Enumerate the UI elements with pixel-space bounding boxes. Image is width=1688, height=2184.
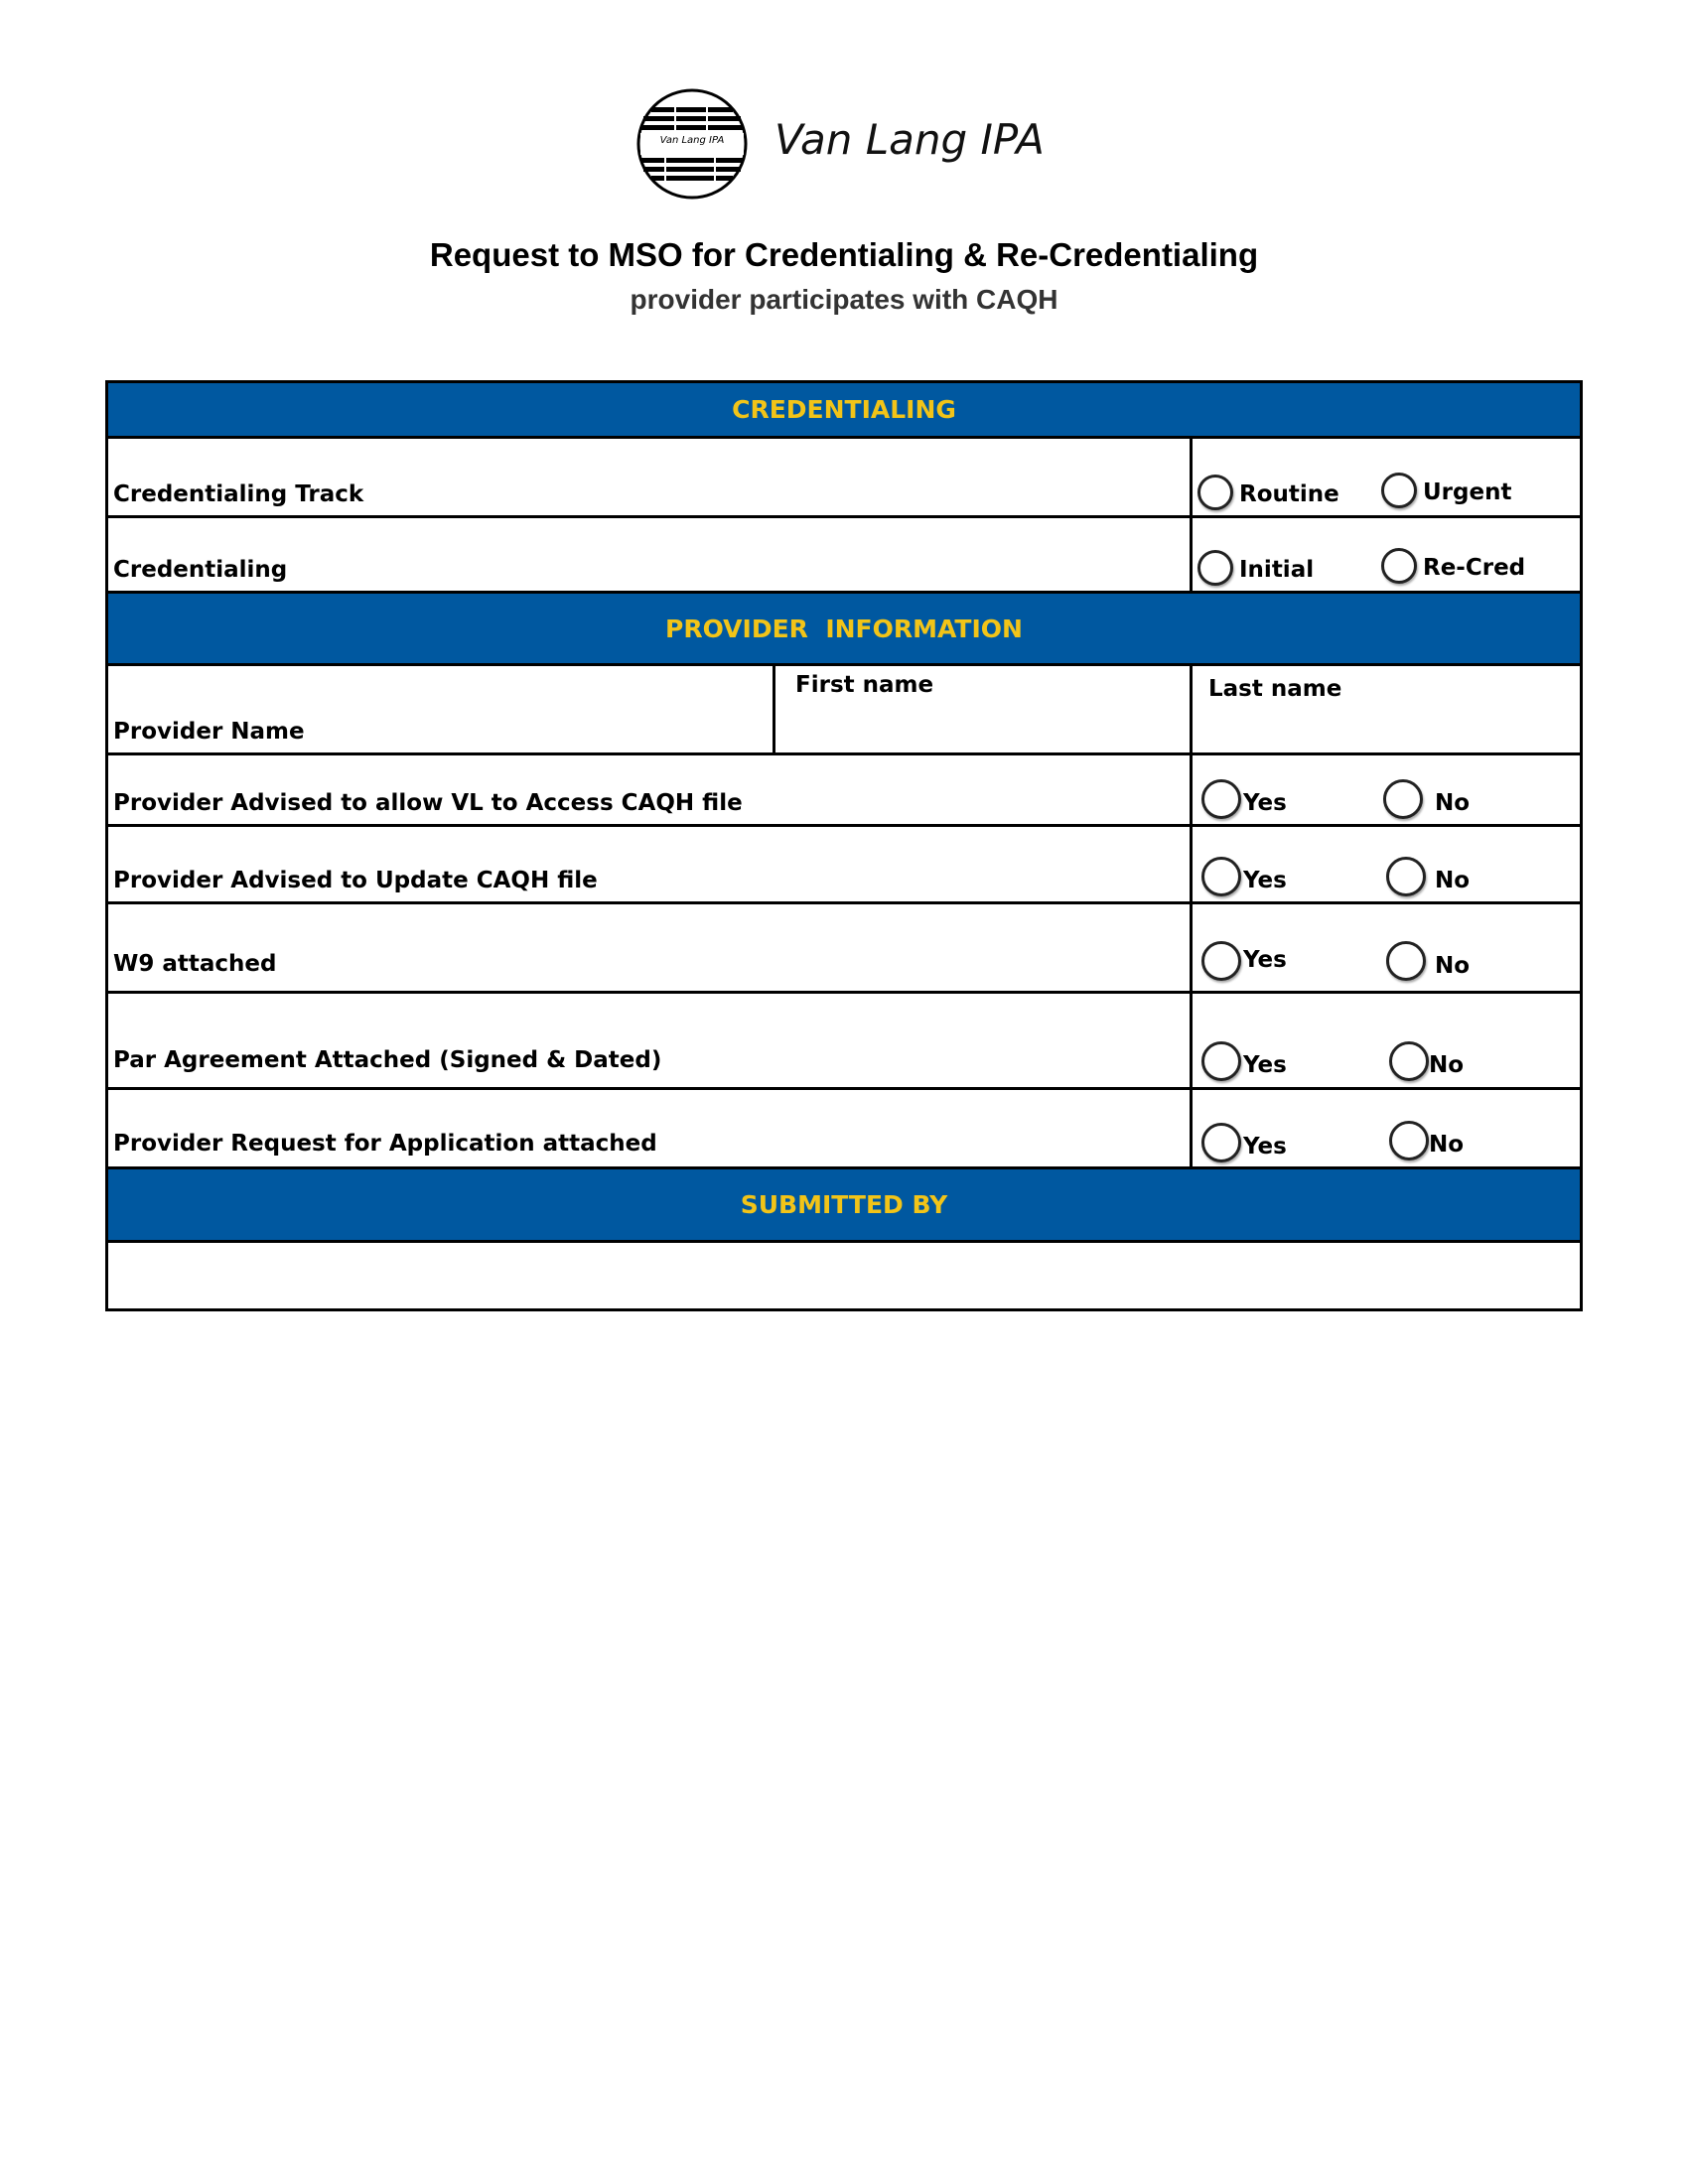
radio-button-icon[interactable]: [1197, 550, 1233, 586]
option-label: Yes: [1243, 790, 1287, 816]
radio-button-icon[interactable]: [1197, 475, 1233, 510]
field-label: Credentialing: [113, 557, 288, 583]
option-yes[interactable]: [1201, 779, 1287, 819]
option-yes[interactable]: [1201, 941, 1287, 981]
row-provider-name: [108, 666, 1580, 755]
radio-button-icon[interactable]: [1201, 941, 1241, 981]
row-credentialing-track: [108, 439, 1580, 518]
section-header-submitted-by: [108, 1169, 1580, 1243]
page-title: Request to MSO for Credentialing & Re-Credentialing: [429, 236, 1259, 273]
credentialing-form: [105, 380, 1583, 1311]
option-label: Yes: [1243, 868, 1287, 893]
option-label: No: [1435, 953, 1471, 979]
field-label: Par Agreement Attached (Signed & Dated): [113, 1047, 662, 1073]
option-label: No: [1429, 1052, 1465, 1078]
option-no[interactable]: [1389, 1041, 1464, 1081]
radio-button-icon[interactable]: [1383, 779, 1423, 819]
option-yes[interactable]: [1201, 1123, 1287, 1162]
row-provider-request: [108, 1090, 1580, 1169]
option-re-cred[interactable]: [1381, 548, 1525, 584]
option-label: Yes: [1243, 1052, 1287, 1078]
option-urgent[interactable]: [1381, 473, 1511, 508]
option-label: No: [1435, 790, 1471, 816]
column-divider: [1190, 1090, 1193, 1166]
radio-button-icon[interactable]: [1389, 1121, 1429, 1160]
option-no[interactable]: [1383, 779, 1470, 819]
field-label: W9 attached: [113, 951, 277, 977]
option-label: Routine: [1239, 481, 1339, 507]
field-label: Provider Advised to allow VL to Access CAQH file: [113, 790, 743, 816]
radio-button-icon[interactable]: [1201, 857, 1241, 896]
row-par-agreement: [108, 994, 1580, 1090]
row-access-caqh: [108, 755, 1580, 827]
field-label: Provider Name: [113, 719, 305, 745]
section-header-credentialing: [108, 383, 1580, 439]
radio-button-icon[interactable]: [1381, 548, 1417, 584]
option-label: Re-Cred: [1423, 555, 1526, 581]
section-heading: PROVIDER INFORMATION: [665, 614, 1023, 643]
row-w9: [108, 904, 1580, 994]
row-update-caqh: [108, 827, 1580, 904]
logo-text: Van Lang IPA: [659, 135, 725, 146]
radio-button-icon[interactable]: [1381, 473, 1417, 508]
row-credentialing-type: [108, 518, 1580, 594]
column-divider: [1190, 994, 1193, 1087]
option-no[interactable]: [1389, 1121, 1464, 1160]
submitted-by-field[interactable]: [108, 1243, 1580, 1308]
option-label: Yes: [1243, 1134, 1287, 1160]
page-subtitle: provider participates with CAQH: [630, 284, 1058, 315]
option-label: No: [1429, 1132, 1465, 1158]
option-yes[interactable]: [1201, 857, 1287, 896]
radio-button-icon[interactable]: [1386, 941, 1426, 981]
last-name-field[interactable]: [1193, 666, 1580, 752]
column-divider: [1190, 518, 1193, 591]
column-divider: [1190, 755, 1193, 824]
option-yes[interactable]: [1201, 1041, 1287, 1081]
column-divider: [1190, 439, 1193, 515]
column-divider: [1190, 827, 1193, 901]
section-heading: SUBMITTED BY: [740, 1190, 948, 1219]
option-label: Yes: [1243, 947, 1287, 973]
field-label: Credentialing Track: [113, 481, 364, 507]
logo: [635, 87, 1112, 202]
option-label: Initial: [1239, 557, 1315, 583]
first-name-field[interactable]: [775, 666, 1190, 752]
option-routine[interactable]: [1197, 475, 1339, 510]
section-heading: CREDENTIALING: [732, 395, 956, 424]
first-name-label: First name: [795, 672, 934, 698]
column-divider: [1190, 904, 1193, 991]
option-label: No: [1435, 868, 1471, 893]
field-label: Provider Advised to Update CAQH file: [113, 868, 598, 893]
radio-button-icon[interactable]: [1389, 1041, 1429, 1081]
field-label: Provider Request for Application attached: [113, 1131, 657, 1157]
section-header-provider-information: [108, 594, 1580, 666]
last-name-label: Last name: [1208, 676, 1342, 702]
radio-button-icon[interactable]: [1201, 1041, 1241, 1081]
radio-button-icon[interactable]: [1201, 779, 1241, 819]
option-no[interactable]: [1386, 857, 1470, 896]
option-label: Urgent: [1423, 479, 1512, 505]
option-no[interactable]: [1386, 941, 1470, 981]
radio-button-icon[interactable]: [1201, 1123, 1241, 1162]
radio-button-icon[interactable]: [1386, 857, 1426, 896]
option-initial[interactable]: [1197, 550, 1314, 586]
org-name: Van Lang IPA: [774, 115, 1045, 164]
